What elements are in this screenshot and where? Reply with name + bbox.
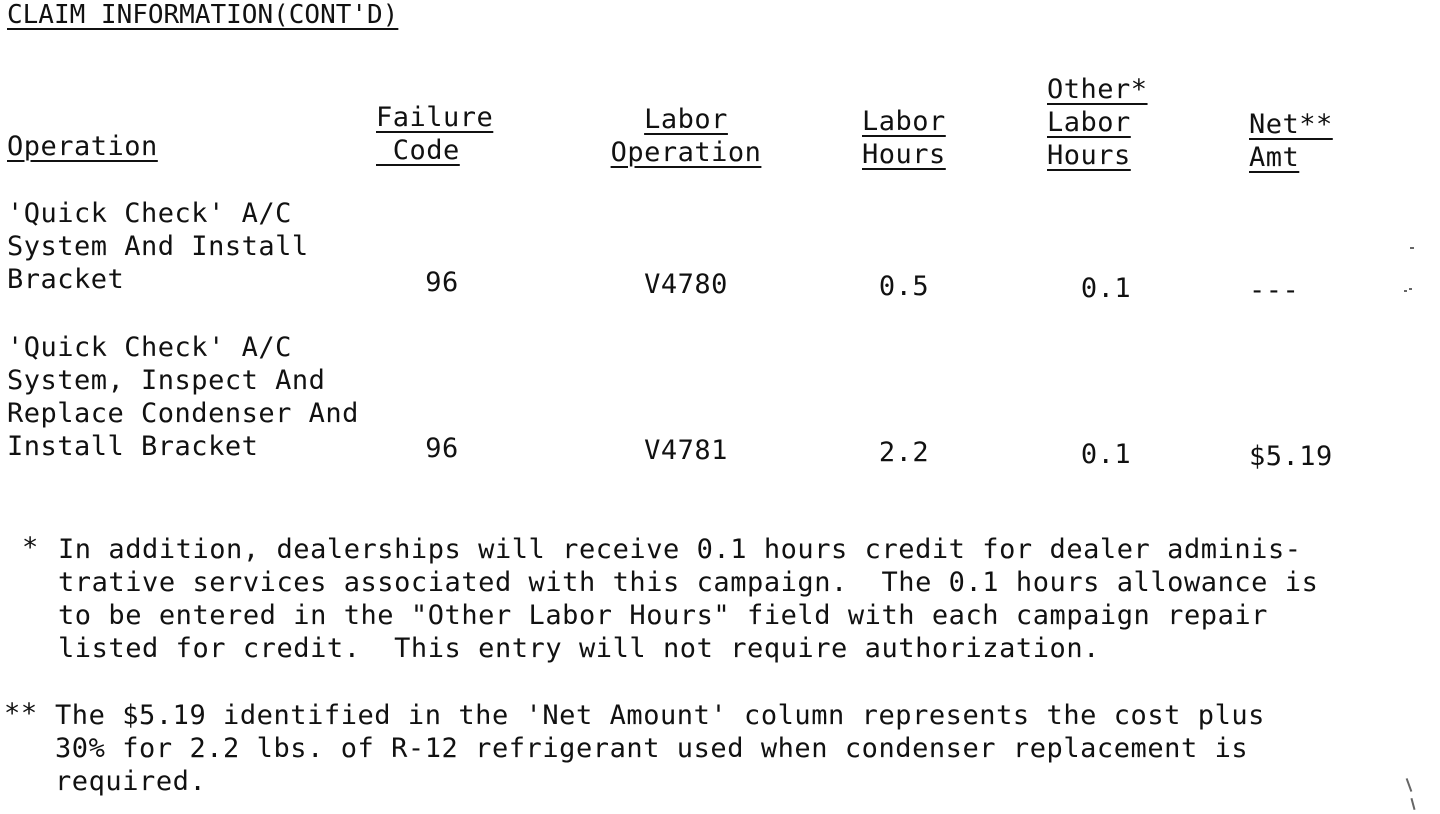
- header-labor-hours: [862, 105, 946, 171]
- row-1-labor-operation: V4780: [644, 269, 728, 300]
- row-2-failure-code: 96: [425, 433, 459, 464]
- row-1-labor-hours: 0.5: [878, 271, 930, 302]
- scan-speck: [1410, 798, 1415, 810]
- row-1-other-labor-hours: 0.1: [1080, 273, 1132, 304]
- footnote-single-text: In addition, dealerships will receive 0.1 hours credit for dealer adminis- trative services associated with this campaign. The 0.1 hours allowance is to be entered in the "Other Labor Hours" field with each campaign repair listed for credit. This entry will not require authorization.: [58, 534, 1319, 664]
- scan-speck: [1404, 290, 1407, 292]
- scan-speck: [1409, 288, 1412, 290]
- header-labor-operation-text: Labor Operation: [610, 104, 762, 168]
- header-other-labor-hours-text: Other* Labor Hours: [1047, 74, 1148, 171]
- row-1-operation: 'Quick Check' A/C System And Install Bracket: [7, 198, 309, 295]
- header-net-amt: [1249, 108, 1333, 174]
- row-2-net-amt: $5.19: [1249, 441, 1333, 472]
- section-title: CLAIM INFORMATION(CONT'D): [7, 0, 399, 30]
- header-other-labor-hours: [1047, 73, 1148, 172]
- row-2-labor-hours: 2.2: [878, 437, 930, 468]
- row-2-other-labor-hours: 0.1: [1080, 439, 1132, 470]
- scan-speck: [1410, 247, 1414, 249]
- header-operation: Operation: [7, 131, 158, 162]
- header-labor-operation: [590, 103, 782, 169]
- scan-speck: [1406, 778, 1413, 792]
- row-2-operation: 'Quick Check' A/C System, Inspect And Replace Condenser And Install Bracket: [7, 332, 359, 462]
- header-failure-code: [376, 101, 493, 167]
- header-failure-code-text: Failure Code: [376, 102, 494, 166]
- header-labor-hours-text: Labor Hours: [862, 106, 946, 170]
- footnote-double-text: The $5.19 identified in the 'Net Amount' column represents the cost plus 30% for 2.2 lbs. of R-12 refrigerant used when condenser replacement is required.: [55, 700, 1265, 797]
- row-2-labor-operation: V4781: [644, 435, 728, 466]
- row-1-net-amt: ---: [1249, 275, 1300, 306]
- header-net-amt-text: Net** Amt: [1249, 109, 1333, 173]
- row-1-failure-code: 96: [425, 267, 459, 298]
- footnote-single-marker: *: [22, 532, 39, 563]
- footnote-double-marker: **: [4, 698, 38, 729]
